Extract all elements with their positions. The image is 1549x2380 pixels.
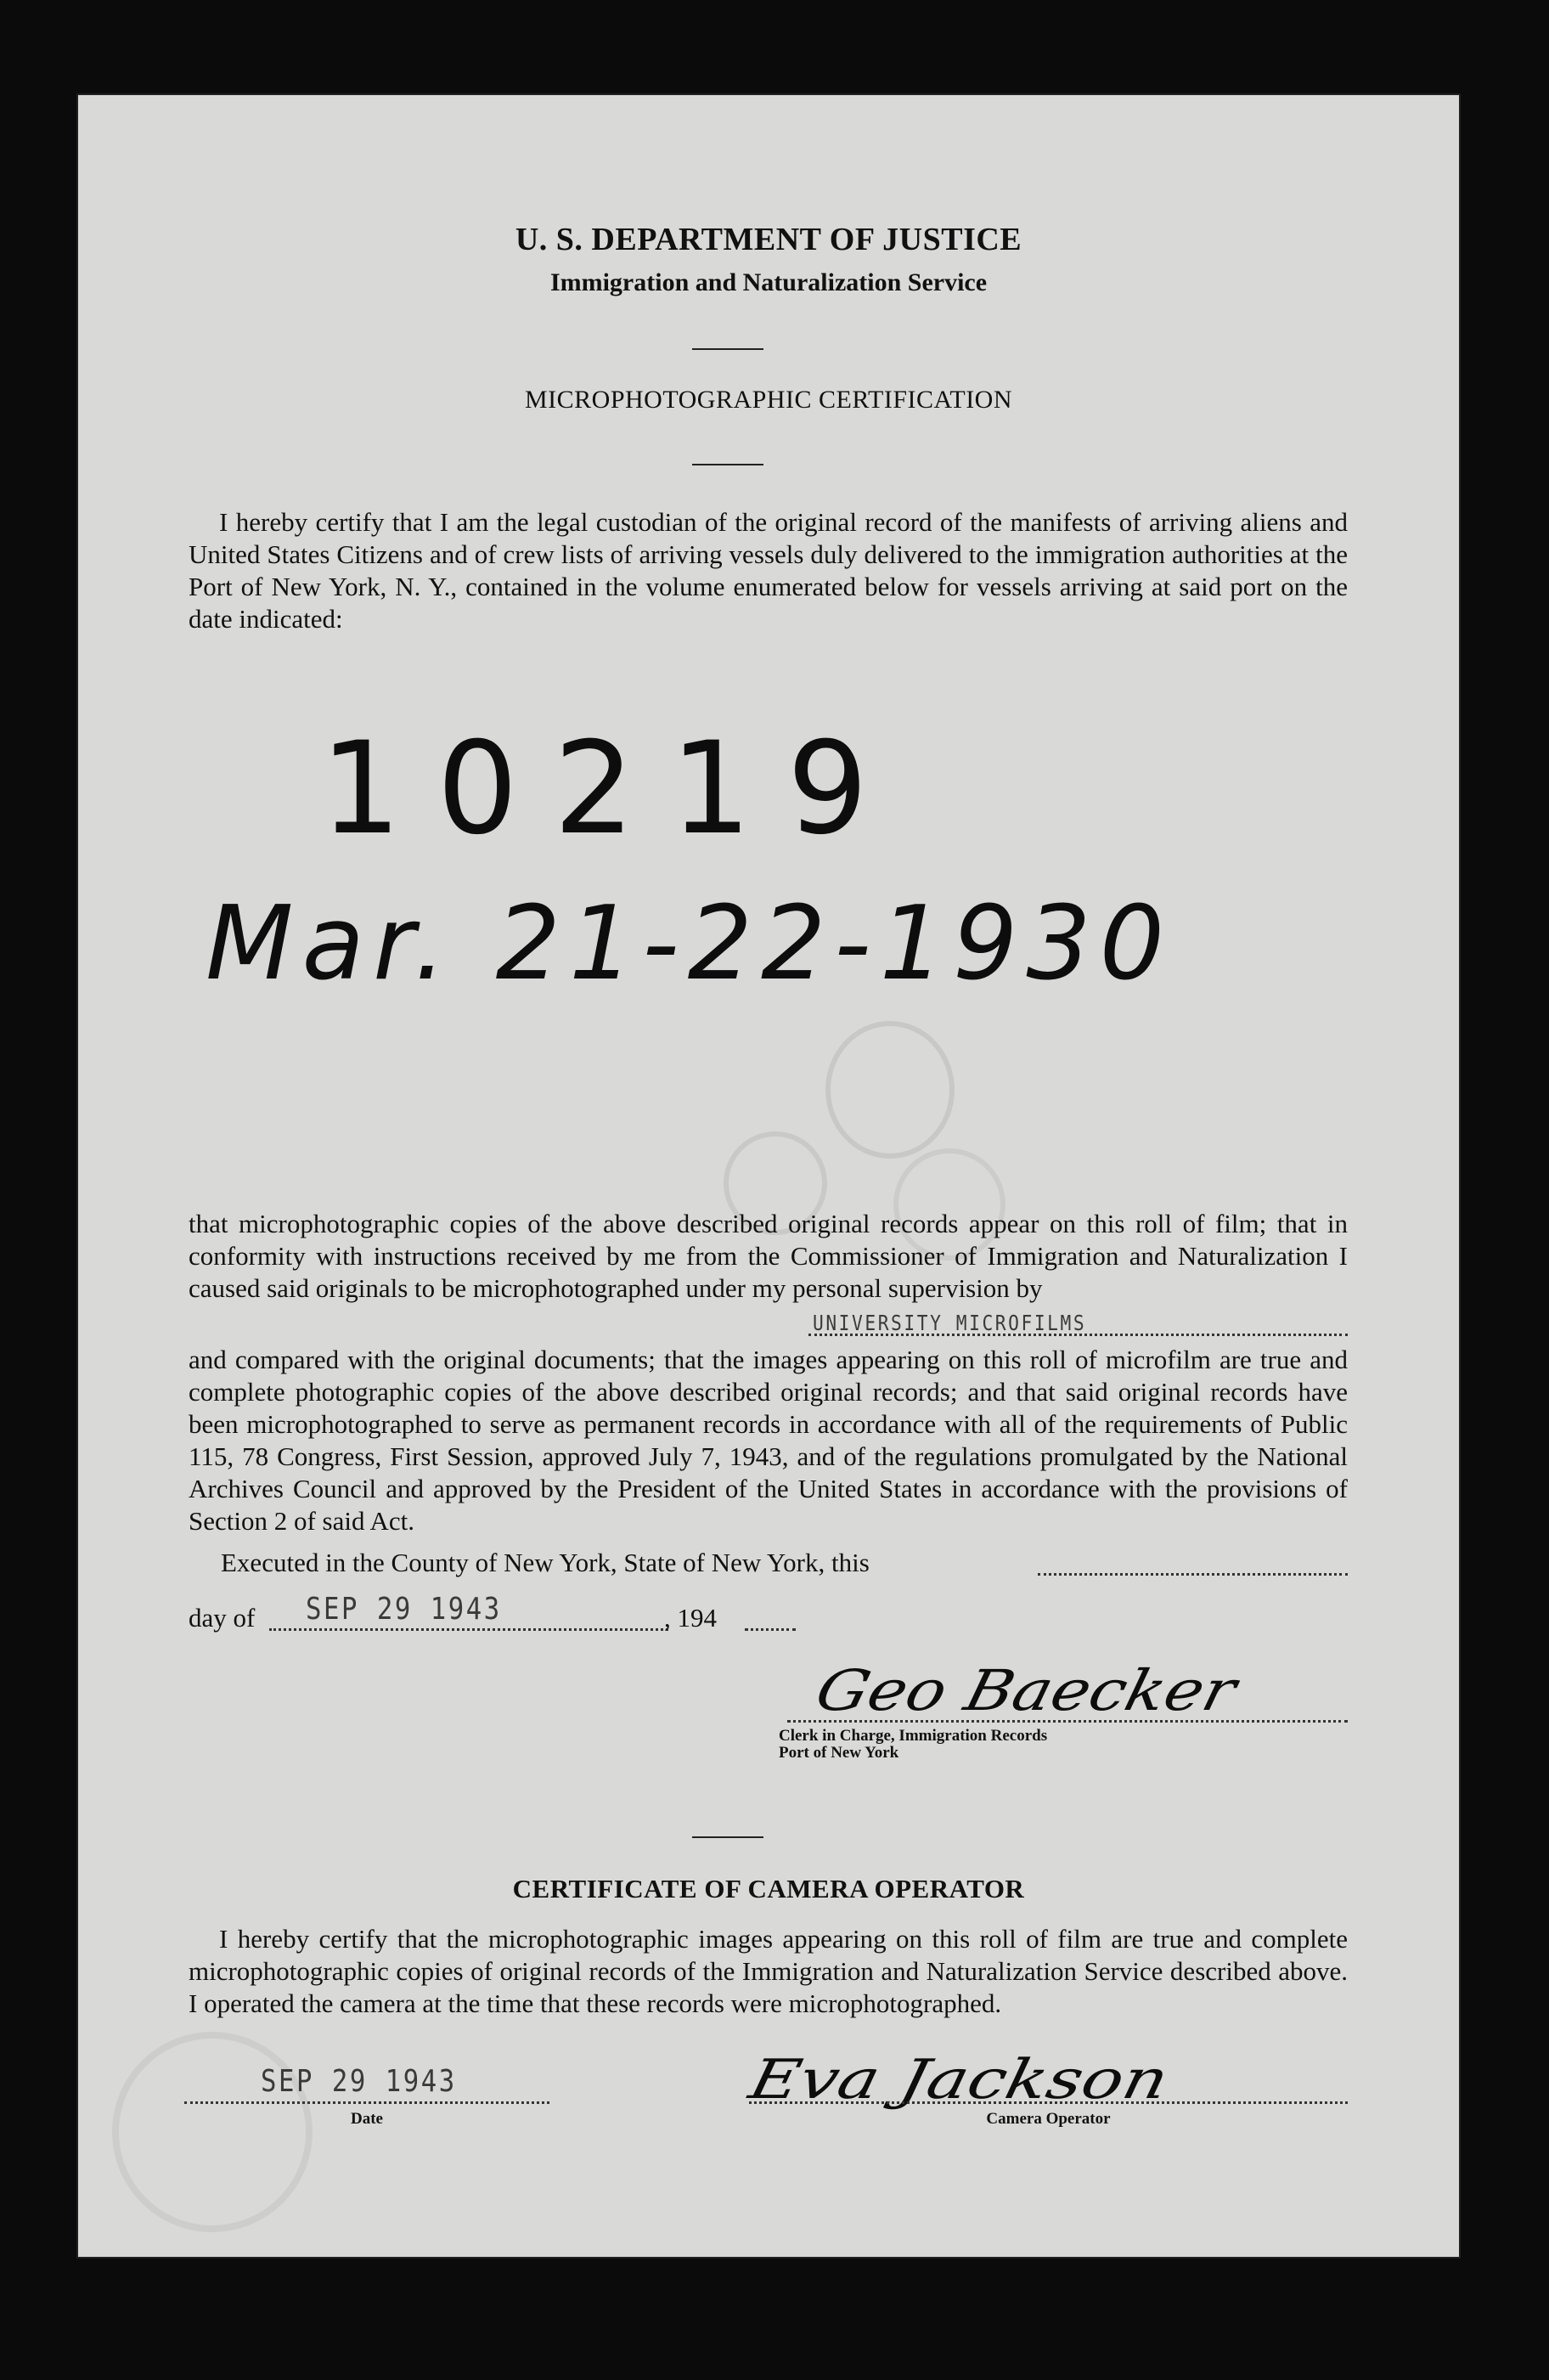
clerk-caption [779, 1728, 1047, 1762]
camera-operator-paragraph: I hereby certify that the microphotographic images appearing on this roll of film are true and complete microphotographic copies of original records of the Immigration and Naturalization Service described above. I operated the camera at the time that these records were microphotographed. [189, 1924, 1348, 2018]
date-stamp: SEP 29 1943 [306, 1592, 502, 1627]
operator-date-stamp: SEP 29 1943 [261, 2064, 457, 2099]
operator-caption: Camera Operator [986, 2110, 1111, 2128]
stain-mark [825, 1021, 955, 1159]
photographer-line [808, 1334, 1348, 1336]
executed-line [221, 1548, 870, 1578]
compliance-paragraph: and compared with the original documents; that the images appearing on this roll of microfilm are true and complete photographic copies of the above described original records; and that said original records have been microphotographed to serve as permanent records in accordance with all of the requirements of Public 115, 78 Congress, First Session, approved July 7, 1943, and of the regulations promulgated by the National Archives Council and approved by the President of the United States in accordance with the provisions of Section 2 of said Act. [189, 1345, 1348, 1536]
divider [692, 1836, 763, 1838]
day-of-label: day of [189, 1603, 256, 1633]
service-subtitle: Immigration and Naturalization Service [549, 268, 988, 296]
custodian-paragraph: I hereby certify that I am the legal custodian of the original record of the manifests of arriving aliens and United States Citizens and of crew lists of arriving vessels duly delivered to the immigration authorities at the Port of New York, N. Y., contained in the volume enumerated below for vessels arriving at said port on the date indicated: [189, 507, 1348, 634]
certificate-page [78, 95, 1459, 2257]
copies-paragraph: that microphotographic copies of the above described original records appear on this roll of film; that in conformity with instructions received by me from the Commissioner of Immigration and Naturalization I caused said originals to be microphotographed under my personal supervision by [189, 1209, 1348, 1303]
executed-dots [1038, 1573, 1348, 1576]
divider [692, 464, 763, 465]
year-dots [745, 1628, 796, 1631]
photographer-stamp: UNIVERSITY MICROFILMS [813, 1311, 1087, 1335]
clerk-signature-line [787, 1720, 1348, 1723]
clerk-signature: Geo Baecker [809, 1658, 1243, 1723]
stain-mark [112, 2032, 313, 2232]
operator-signature: Eva Jackson [743, 2049, 1174, 2112]
operator-signature-line [749, 2101, 1348, 2104]
year-prefix: , 194 [664, 1603, 717, 1633]
executed-text: Executed in the County of New York, State of New York, this [221, 1548, 870, 1577]
day-of-dots [269, 1628, 668, 1631]
clerk-caption-line1: Clerk in Charge, Immigration Records [779, 1727, 1048, 1745]
section-title: MICROPHOTOGRAPHIC CERTIFICATION [524, 386, 1013, 414]
clerk-caption-line2: Port of New York [779, 1744, 899, 1762]
volume-number: 10219 [320, 715, 904, 863]
department-title: U. S. DEPARTMENT OF JUSTICE [515, 222, 1022, 257]
date-caption: Date [351, 2110, 383, 2128]
divider [692, 348, 763, 350]
camera-operator-title: CERTIFICATE OF CAMERA OPERATOR [512, 1874, 1025, 1903]
date-line [184, 2101, 549, 2104]
volume-dates: Mar. 21-22-1930 [206, 885, 1174, 1003]
